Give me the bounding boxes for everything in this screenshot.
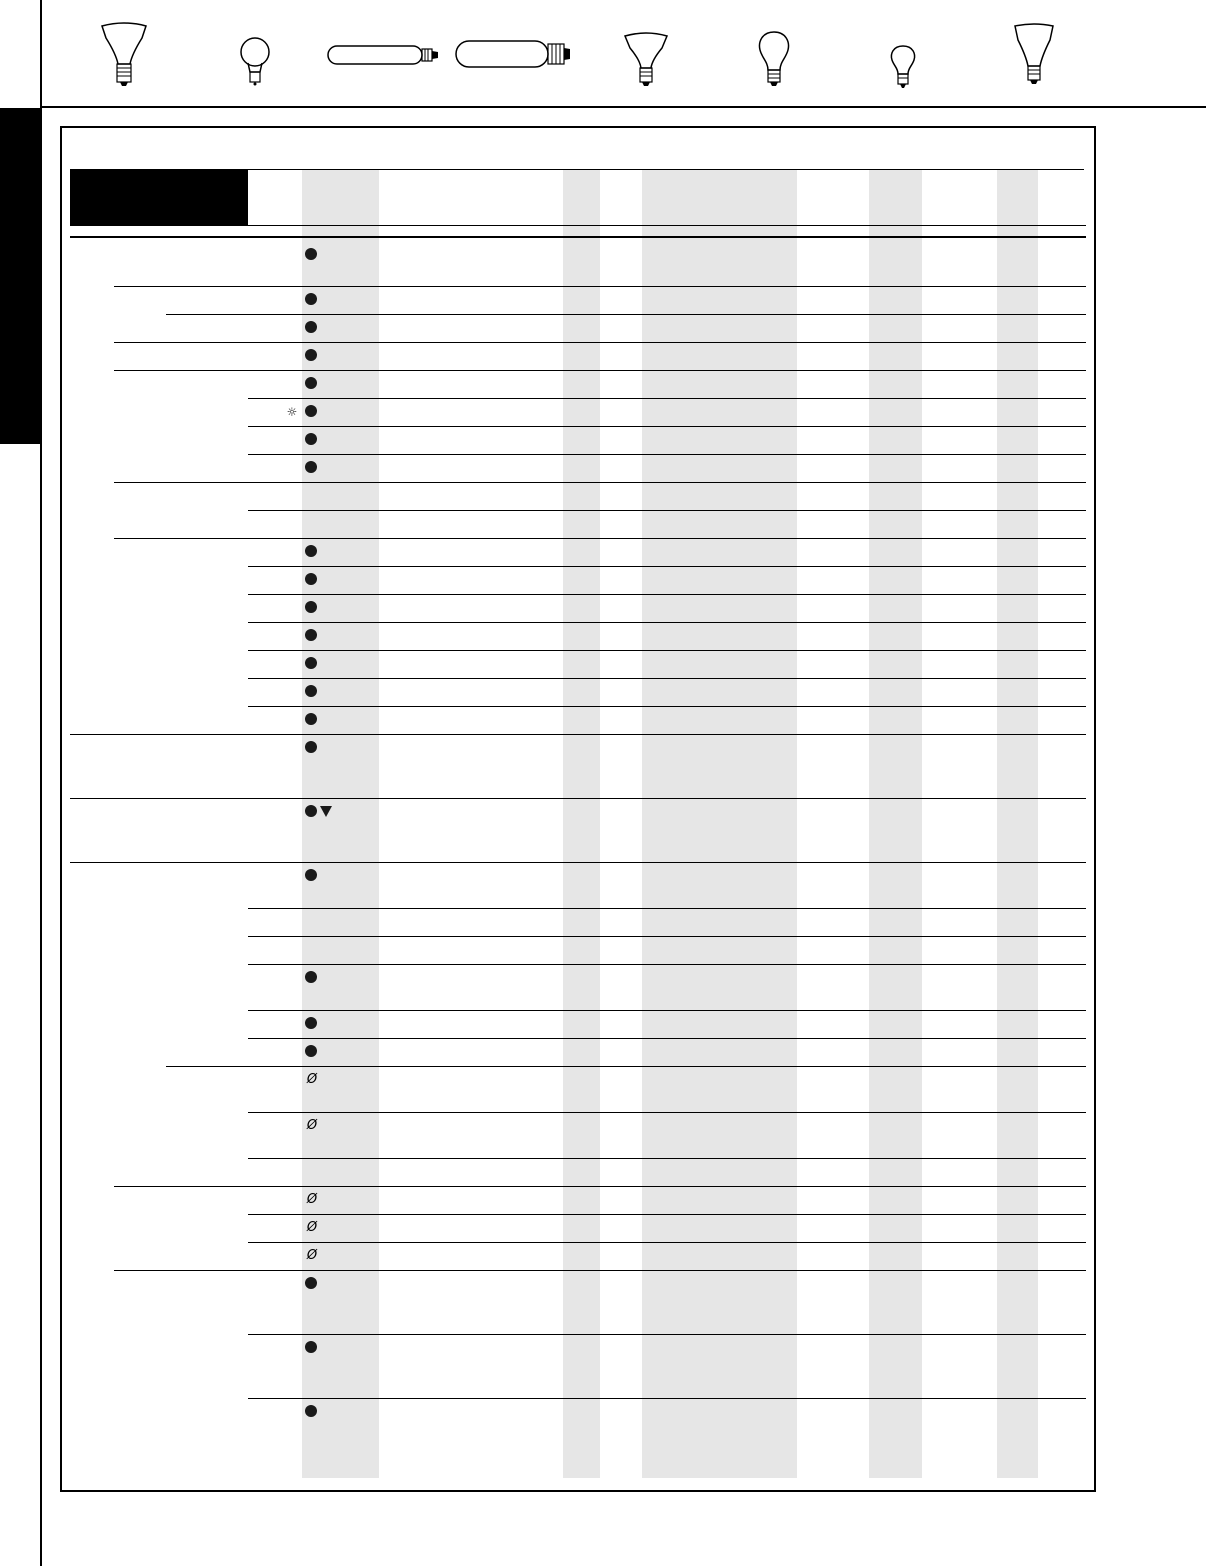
- shaded-column: [869, 170, 922, 1478]
- filled-circle-icon: [305, 405, 317, 417]
- row-rule: [114, 342, 1086, 343]
- tubular-bulb-icon: [326, 40, 442, 70]
- filled-circle-icon: [305, 629, 317, 641]
- shaded-column: [997, 170, 1038, 1478]
- row-rule: [70, 862, 1086, 863]
- row-rule: [248, 1010, 1086, 1011]
- row-rule: [114, 1270, 1086, 1271]
- r-flood-bulb-icon: [1012, 22, 1056, 90]
- row-rule: [166, 1066, 1086, 1067]
- filled-circle-icon: [305, 1045, 317, 1057]
- row-rule: [114, 286, 1086, 287]
- row-rule: [114, 538, 1086, 539]
- filled-circle-icon: [305, 657, 317, 669]
- row-rule: [248, 566, 1086, 567]
- row-rule: [248, 678, 1086, 679]
- filled-circle-icon: [305, 377, 317, 389]
- filled-circle-icon: [305, 1405, 317, 1417]
- filled-circle-icon: [305, 1277, 317, 1289]
- table-header-block: [70, 170, 248, 226]
- filled-circle-icon: [305, 545, 317, 557]
- filled-circle-icon: [305, 321, 317, 333]
- header-rule: [40, 106, 1206, 108]
- row-rule: [248, 510, 1086, 511]
- filled-circle-icon: [305, 741, 317, 753]
- filled-circle-icon: [305, 293, 317, 305]
- filled-circle-icon: [305, 971, 317, 983]
- filled-circle-icon: [305, 1341, 317, 1353]
- shaded-column: [642, 170, 797, 1478]
- tubular-bulb-icon: [454, 36, 574, 72]
- filled-circle-icon: [305, 349, 317, 361]
- filled-circle-icon: [305, 433, 317, 445]
- row-rule: [114, 482, 1086, 483]
- row-rule: [248, 1038, 1086, 1039]
- row-rule: [70, 734, 1086, 735]
- section-tab: [0, 108, 40, 444]
- left-margin-rule: [40, 0, 42, 1566]
- row-rule: [248, 1112, 1086, 1113]
- filled-circle-icon: [305, 573, 317, 585]
- row-rule: [248, 594, 1086, 595]
- row-rule: [248, 1214, 1086, 1215]
- row-rule: [70, 798, 1086, 799]
- row-rule: [248, 964, 1086, 965]
- row-rule: [248, 454, 1086, 455]
- filled-circle-icon: [305, 1017, 317, 1029]
- header-bottom-rule: [248, 225, 1086, 226]
- a-line-bulb-icon: [756, 30, 792, 92]
- row-rule: [248, 1242, 1086, 1243]
- row-rule: [248, 1398, 1086, 1399]
- row-rule: [248, 1158, 1086, 1159]
- row-rule: [166, 314, 1086, 315]
- reflector-bulb-icon: [622, 30, 670, 92]
- row-rule: [70, 236, 1086, 238]
- row-rule: [248, 426, 1086, 427]
- filled-circle-icon: [305, 713, 317, 725]
- small-a-bulb-icon: [888, 44, 918, 92]
- br-reflector-bulb-icon: [98, 20, 150, 88]
- row-rule: [248, 650, 1086, 651]
- filled-circle-icon: [305, 685, 317, 697]
- filled-circle-icon: [305, 601, 317, 613]
- small-globe-bulb-icon: [238, 36, 272, 90]
- sun-icon: ☼: [286, 405, 298, 419]
- row-rule: [248, 622, 1086, 623]
- row-rule: [248, 398, 1086, 399]
- null-symbol-icon: Ø: [306, 1192, 318, 1207]
- row-rule: [248, 706, 1086, 707]
- row-rule: [114, 370, 1086, 371]
- filled-circle-icon: [305, 461, 317, 473]
- null-symbol-icon: Ø: [306, 1118, 318, 1133]
- null-symbol-icon: Ø: [306, 1220, 318, 1235]
- header-top-rule: [70, 169, 1084, 170]
- row-rule: [248, 936, 1086, 937]
- filled-circle-icon: [305, 248, 317, 260]
- null-symbol-icon: Ø: [306, 1072, 318, 1087]
- filled-circle-icon: [305, 805, 317, 817]
- row-rule: [248, 908, 1086, 909]
- filled-circle-icon: [305, 869, 317, 881]
- shaded-column: [563, 170, 600, 1478]
- down-triangle-icon: [320, 806, 332, 817]
- row-rule: [248, 1334, 1086, 1335]
- row-rule: [114, 1186, 1086, 1187]
- null-symbol-icon: Ø: [306, 1248, 318, 1263]
